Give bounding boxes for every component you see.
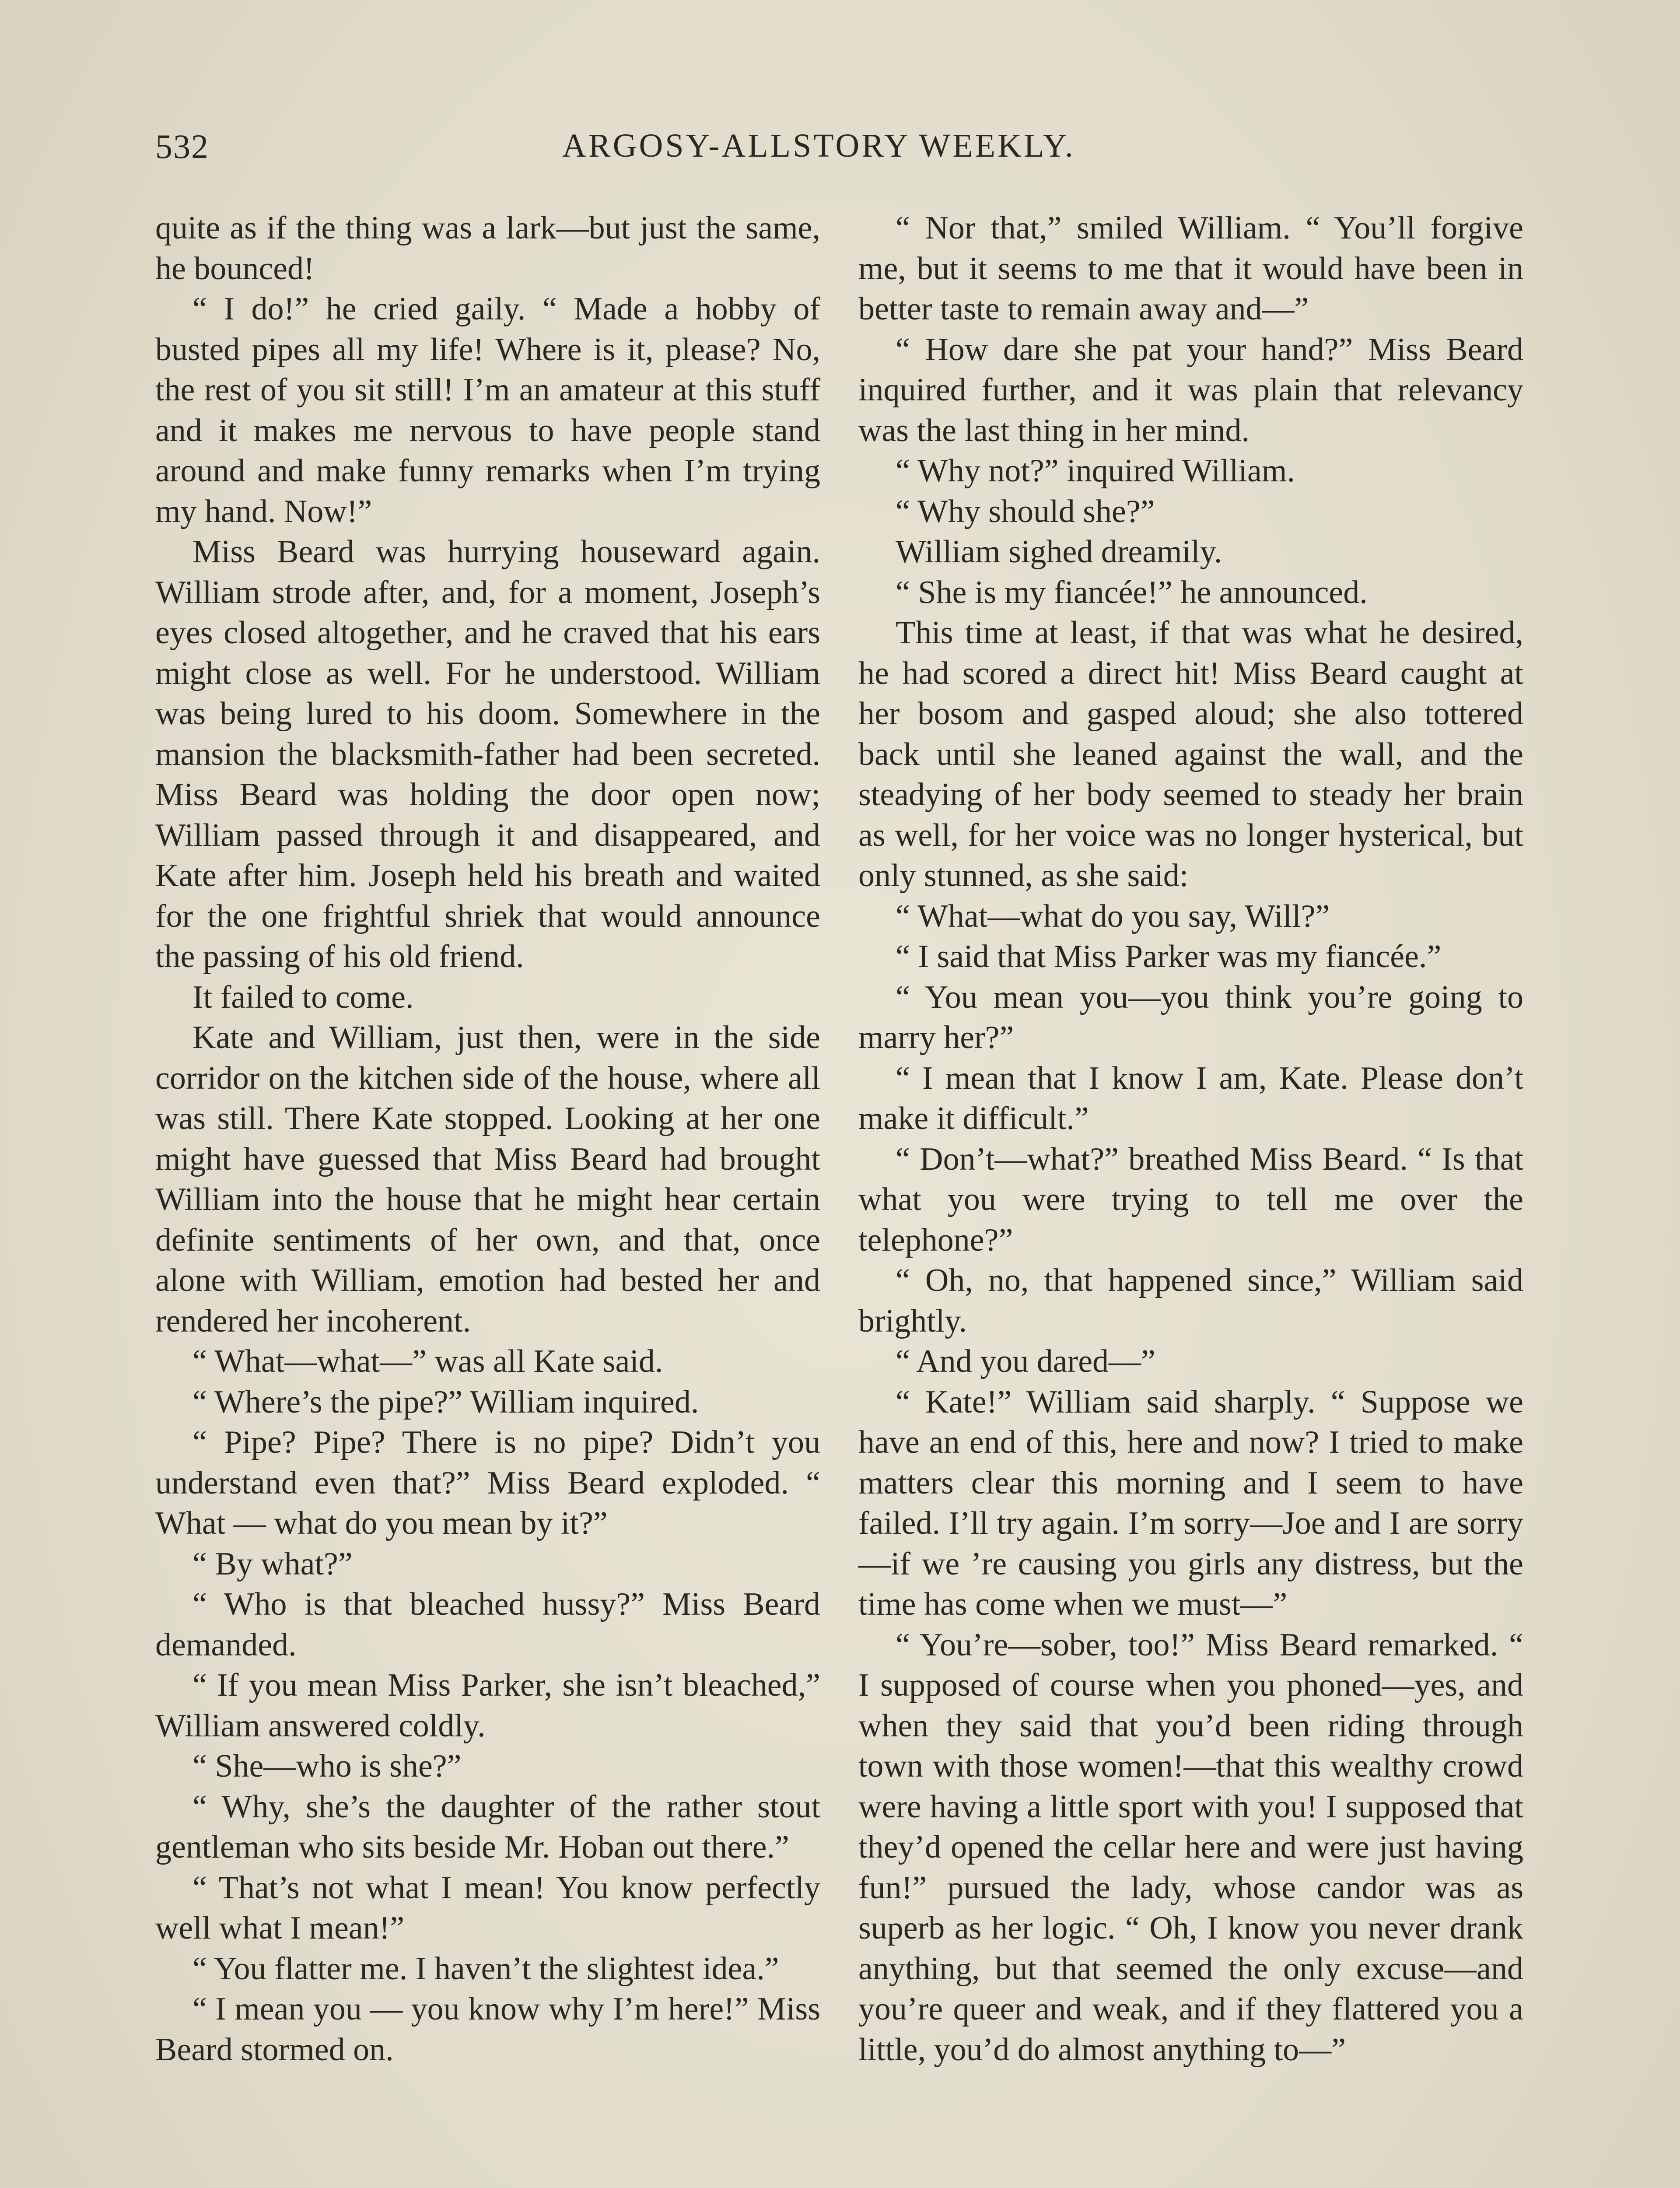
paragraph: “ She is my fiancée!” he announced.: [896, 574, 1368, 610]
paragraph: Kate and William, just then, were in the side corridor on the kitchen side of the house, where all was still. There Kate stopped. Looking at her one might have guessed that Miss Beard had brought William into the house that he might hear certain definite sentiments of her own, and that, once alone with William, emotion had bested her and rendered her incoherent.: [155, 1020, 820, 1339]
paragraph: “ I said that Miss Parker was my fiancée.”: [896, 939, 1442, 975]
paragraph: “ Why, she’s the daughter of the rather stout gentleman who sits beside Mr. Hoban out there.”: [155, 1788, 820, 1865]
paragraph: “ Pipe? Pipe? There is no pipe? Didn’t you understand even that?” Miss Beard exploded. “ What — what do you mean by it?”: [155, 1424, 820, 1541]
paragraph: “ Why not?” inquired William.: [896, 453, 1295, 489]
paragraph: “ What—what do you say, Will?”: [896, 898, 1330, 934]
paragraph: “ And you dared—”: [896, 1343, 1155, 1379]
left-text-column: [155, 208, 820, 2070]
paragraph: “ Don’t—what?” breathed Miss Beard. “ Is that what you were trying to tell me over the telephone?”: [858, 1141, 1523, 1258]
paragraph: “ I mean you — you know why I’m here!” Miss Beard stormed on.: [155, 1991, 820, 2068]
page-number: 532: [155, 127, 209, 165]
paragraph: “ I mean that I know I am, Kate. Please don’t make it difficult.”: [858, 1060, 1523, 1136]
paragraph: “ That’s not what I mean! You know perfectly well what I mean!”: [155, 1869, 820, 1946]
running-title: ARGOSY-ALLSTORY WEEKLY.: [562, 127, 1075, 164]
paragraph: This time at least, if that was what he desired, he had scored a direct hit! Miss Beard caught at her bosom and gasped aloud; she also tottered back until she leaned against the wall, and the steadying of her body seemed to steady her brain as well, for her voice was no longer hysterical, but only stunned, as she said:: [858, 615, 1523, 894]
right-text-column: [858, 208, 1523, 2070]
paragraph: “ You’re—sober, too!” Miss Beard remarked. “ I supposed of course when you phoned—yes, and when they said that you’d been riding through town with those women!—that this wealthy crowd were having a little sport with you! I supposed that they’d opened the cellar here and were just having fun!” pursued the lady, whose candor was as superb as her logic. “ Oh, I know you never drank anything, but that seemed the only excuse—and you’re queer and weak, and if they flattered you a little, you’d do almost anything to—”: [858, 1627, 1523, 2068]
paragraph: “ Why should she?”: [896, 493, 1155, 529]
paragraph: William sighed dreamily.: [896, 534, 1222, 570]
paragraph: It failed to come.: [192, 979, 414, 1015]
paragraph: “ Who is that bleached hussy?” Miss Beard demanded.: [155, 1586, 820, 1663]
paragraph: “ You flatter me. I haven’t the slightest idea.”: [192, 1950, 779, 1987]
page-header: [155, 127, 1525, 179]
paragraph: “ Where’s the pipe?” William inquired.: [192, 1384, 699, 1420]
paragraph: “ If you mean Miss Parker, she isn’t bleached,” William answered coldly.: [155, 1667, 820, 1744]
paragraph: “ Nor that,” smiled William. “ You’ll forgive me, but it seems to me that it would have been in better taste to remain away and—”: [858, 210, 1523, 327]
paragraph: “ She—who is she?”: [192, 1748, 462, 1784]
paragraph: quite as if the thing was a lark—but just the same, he bounced!: [155, 210, 820, 287]
paragraph: “ By what?”: [192, 1546, 353, 1582]
paragraph: “ Oh, no, that happened since,” William said brightly.: [858, 1262, 1523, 1339]
paragraph: “ What—what—” was all Kate said.: [192, 1343, 663, 1379]
paragraph: “ You mean you—you think you’re going to marry her?”: [858, 979, 1523, 1055]
paragraph: Miss Beard was hurrying houseward again. William strode after, and, for a moment, Joseph’s eyes closed altogether, and he craved that his ears might close as well. For he understood. William was being lured to his doom. Somewhere in the mansion the blacksmith-father had been secreted. Miss Beard was holding the door open now; William passed through it and disappeared, and Kate after him. Joseph held his breath and waited for the one frightful shriek that would announce the passing of his old friend.: [155, 534, 820, 975]
paragraph: “ Kate!” William said sharply. “ Suppose we have an end of this, here and now? I tried to make matters clear this morning and I seem to have failed. I’ll try again. I’m sorry—Joe and I are sorry—if we ’re causing you girls any distress, but the time has come when we must—”: [858, 1384, 1523, 1622]
paragraph: “ I do!” he cried gaily. “ Made a hobby of busted pipes all my life! Where is it, please? No, the rest of you sit still! I’m an amateur at this stuff and it makes me nervous to have people stand around and make funny remarks when I’m trying my hand. Now!”: [155, 291, 820, 529]
paragraph: “ How dare she pat your hand?” Miss Beard inquired further, and it was plain that relevancy was the last thing in her mind.: [858, 331, 1523, 449]
